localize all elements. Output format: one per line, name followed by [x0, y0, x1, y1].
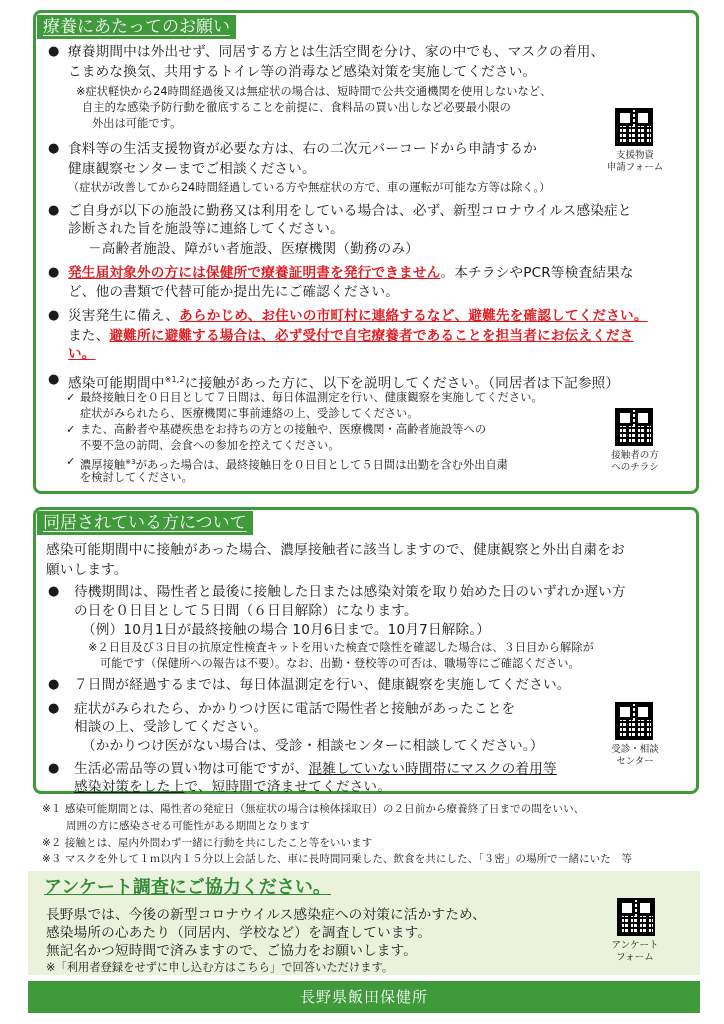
footnote-2: ※２ 接触とは、屋内外問わず一緒に行動を共にしたこと等をいいます [42, 837, 373, 849]
s1-b1-note2: 自主的な感染予防行動を徹底することを前提に、食料品の買い出しなど必要最小限の [82, 101, 511, 114]
check-icon: ✓ [66, 423, 76, 436]
s1-b6-c3sup: ※3 [125, 458, 136, 466]
s1-b6-check2b: 不要不急の訪問、会食への参加を控えてください。 [80, 439, 340, 452]
s1-b5-pre: 災害発生に備え、 [68, 308, 180, 324]
qr1-caption-1: 支援物資 [615, 150, 654, 161]
s1-b4-line2: ど、他の書類で代替可能か提出先にご確認ください。 [68, 284, 400, 300]
survey-qr-caption-1: アンケート [611, 940, 659, 951]
s1-b5-l2pre: また、 [68, 328, 110, 344]
s1-b5-line1 [68, 307, 648, 325]
qr-code-icon[interactable] [615, 408, 653, 446]
s1-b6-check2: また、高齢者や基礎疾患をお持ちの方との接触や、医療機関・高齢者施設等への [80, 423, 487, 436]
s1-b5-red3: い。 [68, 346, 96, 362]
s2-b3-line2: 相談の上、受診してください。 [74, 719, 268, 735]
s1-b6-check1b: 症状がみられたら、医療機関に事前連絡の上、受診してください。 [80, 407, 419, 420]
s1-b3-line3: －高齢者施設、障がい者施設、医療機関（勤務のみ） [88, 241, 420, 257]
check-icon: ✓ [66, 391, 76, 404]
qr3-caption-1: 受診・相談 [611, 744, 659, 755]
s1-b1-note3: 外出は可能です。 [92, 117, 182, 130]
s1-b4-red: 発生届対象外の方には保健所で療養証明書を発行できません [68, 265, 441, 281]
s2-b1-line2: の日を０日目として５日間（６日目解除）になります。 [74, 603, 418, 619]
survey-line4: ※「利用者登録をせずに申し込む方はこちら」で回答いただけます。 [46, 961, 394, 974]
bullet-icon: ● [48, 141, 60, 156]
s1-b6-l1b: に接触があった方に、以下を説明してください。（同居者は下記参照） [184, 375, 620, 392]
s1-b5-red1: あらかじめ、お住いの市町村に連絡するなど、避難先を確認してください。 [179, 308, 648, 324]
s2-b1-line1: 待機期間は、陽性者と最後に接触した日または感染対策を取り始めた日のいずれか遅い方 [74, 584, 626, 600]
s1-b1-note1: ※症状軽快から24時間経過後又は無症状の場合は、短時間で公共交通機関を使用しないなど、 [76, 85, 552, 98]
s2-b1-note2: 可能です（保健所への報告は不要）。なお、出勤・登校等の可否は、職場等にご確認ください。 [100, 657, 580, 670]
check-icon: ✓ [66, 455, 76, 468]
s2-b4-l2u: 感染対策をした上 [74, 779, 185, 795]
survey-line1: 長野県では、今後の新型コロナウイルス感染症への対策に活かすため、 [46, 907, 487, 923]
s2-b3-line3: （かかりつけ医がない場合は、受診・相談センターに相談してください。） [82, 738, 544, 754]
s1-b2-line1: 食料等の生活支援物資が必要な方は、右の二次元バーコードから申請するか [68, 141, 537, 157]
section1-title: 療養にあたってのお願い [37, 15, 236, 39]
s2-intro-line1: 感染可能期間中に接触があった場合、濃厚接触者に該当しますので、健康観察と外出自粛をお [46, 542, 625, 558]
s1-b6-c3a: 濃厚接触 [80, 458, 126, 472]
section2-title: 同居されている方について [37, 511, 253, 535]
s2-b4-l2b: で、短時間で済ませてください。 [184, 779, 391, 795]
s1-b6-sup: ※1,2 [164, 375, 185, 384]
survey-title: アンケート調査にご協力ください。 [44, 877, 331, 898]
s2-intro-line2: 願いします。 [46, 562, 128, 578]
qr2-caption-1: 接触者の方 [611, 450, 659, 461]
survey-qr-caption-2: フォーム [616, 952, 654, 963]
s1-b3-line2: 診断された旨を施設等に連絡してください。 [68, 221, 344, 237]
bullet-icon: ● [48, 761, 60, 776]
qr-code-icon[interactable] [615, 702, 653, 740]
qr-code-icon[interactable] [617, 898, 655, 936]
survey-line2: 感染場所の心あたり（同居内、学校など）を調査しています。 [46, 925, 432, 941]
s2-b4-l1a: 生活必需品等の買い物は可能ですが、 [74, 761, 309, 777]
s2-b4-line2 [74, 778, 391, 796]
s1-b6-check3c: を検討してください。 [80, 471, 193, 484]
s1-b4-line1 [68, 264, 634, 282]
qr2-caption-2: へのチラシ [611, 462, 659, 473]
qr-code-icon[interactable] [615, 108, 653, 146]
bullet-icon: ● [48, 44, 60, 59]
s1-b2-note1: （症状が改善してから24時間経過している方や無症状の方で、車の運転が可能な方等は除く。） [68, 181, 551, 194]
s2-b2: ７日間が経過するまでは、毎日体温測定を行い、健康観察を実施してください。 [74, 677, 571, 693]
s1-b2-line2: 健康観察センターまでご相談ください。 [68, 161, 316, 177]
footnote-1b: 周囲の方に感染させる可能性がある期間となります [66, 820, 310, 832]
s1-b4-rest: 。本チラシやPCR等検査結果な [440, 265, 634, 281]
s1-b5-red2: 避難所に避難する場合は、必ず受付で自宅療養者であることを担当者にお伝えくださ [109, 328, 634, 344]
s2-b4-line1 [74, 760, 557, 778]
bullet-icon: ● [48, 584, 60, 599]
s1-b6-l1a: 感染可能期間中 [68, 375, 165, 392]
footnote-3: ※３ マスクを外して１ｍ以内１５分以上会話した、車に長時間同乗した、飲食を共にした、「３密」の場所で一緒にいた 等 [42, 853, 633, 865]
s2-b4-l1u: 混雑していない時間帯にマスクの着用等 [308, 761, 557, 777]
s1-b6-c3b: があった場合は、最終接触日を０日目として５日間は出勤を含む外出自粛 [135, 458, 509, 472]
bullet-icon: ● [48, 372, 60, 387]
bullet-icon: ● [48, 203, 60, 218]
s2-b1-line3: （例）10月1日が最終接触の場合 10月6日まで。10月7日解除。） [82, 622, 491, 638]
bullet-icon: ● [48, 265, 60, 280]
bullet-icon: ● [48, 308, 60, 323]
survey-line3: 無記名かつ短時間で済みますので、ご協力をお願いします。 [46, 943, 418, 959]
bullet-icon: ● [48, 701, 60, 716]
s1-b1-line1: 療養期間中は外出せず、同居する方とは生活空間を分け、家の中でも、マスクの着用、 [68, 44, 605, 60]
qr1-caption-2: 申請フォーム [606, 162, 664, 173]
s1-b5-line3 [68, 345, 96, 363]
bullet-icon: ● [48, 677, 60, 692]
footnote-1a: ※１ 感染可能期間とは、陽性者の発症日（無症状の場合は検体採取日）の２日前から療養終了日までの間をいい、 [42, 803, 585, 815]
s1-b3-line1: ご自身が以下の施設に勤務又は利用をしている場合は、必ず、新型コロナウイルス感染症と [68, 203, 632, 219]
s2-b1-note1: ※２日目及び３日目の抗原定性検査キットを用いた検査で陰性を確認した場合は、３日目から解除が [88, 641, 594, 654]
s2-b3-line1: 症状がみられたら、かかりつけ医に電話で陽性者と接触があったことを [74, 701, 516, 717]
footer-organization: 長野県飯田保健所 [28, 981, 700, 1013]
s1-b1-line2: こまめな換気、共用するトイレ等の消毒など感染対策を実施してください。 [68, 64, 537, 80]
qr3-caption-2: センター [616, 756, 654, 767]
s1-b6-check1: 最終接触日を０日目として７日間は、毎日体温測定を行い、健康観察を実施してください。 [80, 391, 543, 404]
s1-b5-line2 [68, 327, 634, 345]
